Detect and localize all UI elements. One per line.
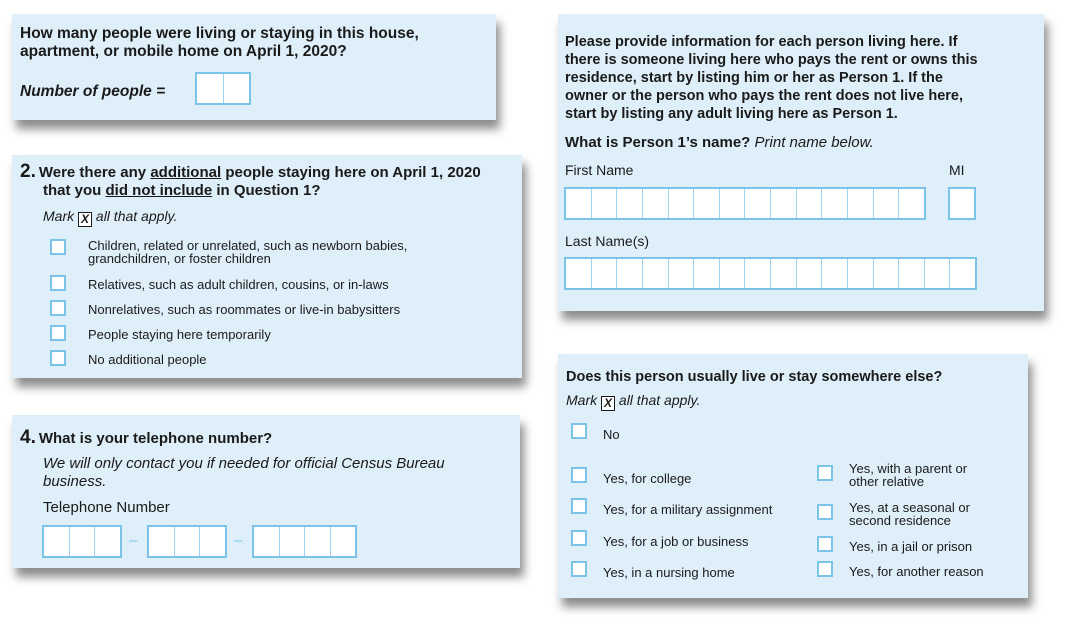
option-label: Nonrelatives, such as roommates or live-in babysitters	[88, 302, 401, 317]
option-label: Relatives, such as adult children, cousins, or in-laws	[88, 277, 389, 292]
option-label: Yes, for college	[603, 471, 692, 486]
checkbox[interactable]	[817, 536, 833, 552]
checkbox[interactable]	[571, 561, 587, 577]
question-4-panel	[12, 415, 520, 568]
last-name-label: Last Name(s)	[565, 233, 650, 249]
option-label: Yes, at a seasonal or second residence	[849, 500, 970, 528]
checkbox[interactable]	[50, 239, 66, 255]
option-label: Yes, with a parent or other relative	[849, 461, 968, 489]
x-mark-icon: X	[601, 396, 615, 411]
checkbox[interactable]	[50, 325, 66, 341]
elsewhere-question: Does this person usually live or stay somewhere else?	[566, 369, 943, 385]
q4-question: 4. What is your telephone number?	[20, 427, 273, 448]
phone-separator: –	[129, 532, 138, 549]
question-2-panel	[12, 155, 522, 378]
live-elsewhere-panel	[558, 354, 1028, 598]
option-label: Yes, for a military assignment	[603, 502, 773, 517]
checkbox[interactable]	[571, 530, 587, 546]
checkbox[interactable]	[817, 465, 833, 481]
phone-line-number-input[interactable]	[252, 525, 357, 558]
checkbox[interactable]	[50, 350, 66, 366]
option-label: People staying here temporarily	[88, 327, 271, 342]
person-1-panel	[558, 14, 1044, 311]
phone-separator: –	[234, 532, 243, 549]
phone-prefix-input[interactable]	[147, 525, 227, 558]
q4-note: We will only contact you if needed for official Census Bureau business.	[43, 455, 445, 490]
mi-label: MI	[949, 162, 965, 178]
q1-question-line2: apartment, or mobile home on April 1, 2020?	[20, 43, 347, 60]
q1-question-line1: How many people were living or staying in this house,	[20, 25, 419, 42]
first-name-label: First Name	[565, 162, 634, 178]
option-label: No	[603, 427, 620, 442]
person-name-question: What is Person 1’s name? Print name below.	[565, 134, 874, 151]
phone-area-code-input[interactable]	[42, 525, 122, 558]
option-label: Yes, for another reason	[849, 564, 984, 579]
q2-question: 2. Were there any additional people staying here on April 1, 2020 that you did not include in Question 1?	[20, 161, 481, 199]
telephone-number-label: Telephone Number	[43, 499, 170, 516]
option-label: Yes, for a job or business	[603, 534, 749, 549]
middle-initial-input[interactable]	[948, 187, 976, 220]
option-label: Children, related or unrelated, such as newborn babies, grandchildren, or foster children	[88, 238, 408, 266]
number-of-people-input[interactable]	[195, 72, 251, 105]
number-of-people-label: Number of people =	[20, 83, 166, 100]
x-mark-icon: X	[78, 212, 92, 227]
q2-number: 2.	[20, 161, 36, 182]
last-name-input[interactable]	[564, 257, 977, 290]
checkbox[interactable]	[571, 498, 587, 514]
first-name-input[interactable]	[564, 187, 926, 220]
person-intro: Please provide information for each person living here. If there is someone living here who pays the rent or owns this residence, start by listing him or her as Person 1. If the owner or the person who pays the rent does not live here, start by listing any adult living here as Person 1.	[565, 34, 978, 122]
q2-mark-instruction: Mark X all that apply.	[43, 208, 178, 226]
checkbox[interactable]	[571, 423, 587, 439]
checkbox[interactable]	[50, 300, 66, 316]
option-label: No additional people	[88, 352, 207, 367]
checkbox[interactable]	[571, 467, 587, 483]
checkbox[interactable]	[817, 504, 833, 520]
option-label: Yes, in a jail or prison	[849, 539, 973, 554]
question-1-panel	[12, 14, 496, 120]
checkbox[interactable]	[817, 561, 833, 577]
option-label: Yes, in a nursing home	[603, 565, 735, 580]
elsewhere-mark-instruction: Mark X all that apply.	[566, 392, 701, 410]
checkbox[interactable]	[50, 275, 66, 291]
